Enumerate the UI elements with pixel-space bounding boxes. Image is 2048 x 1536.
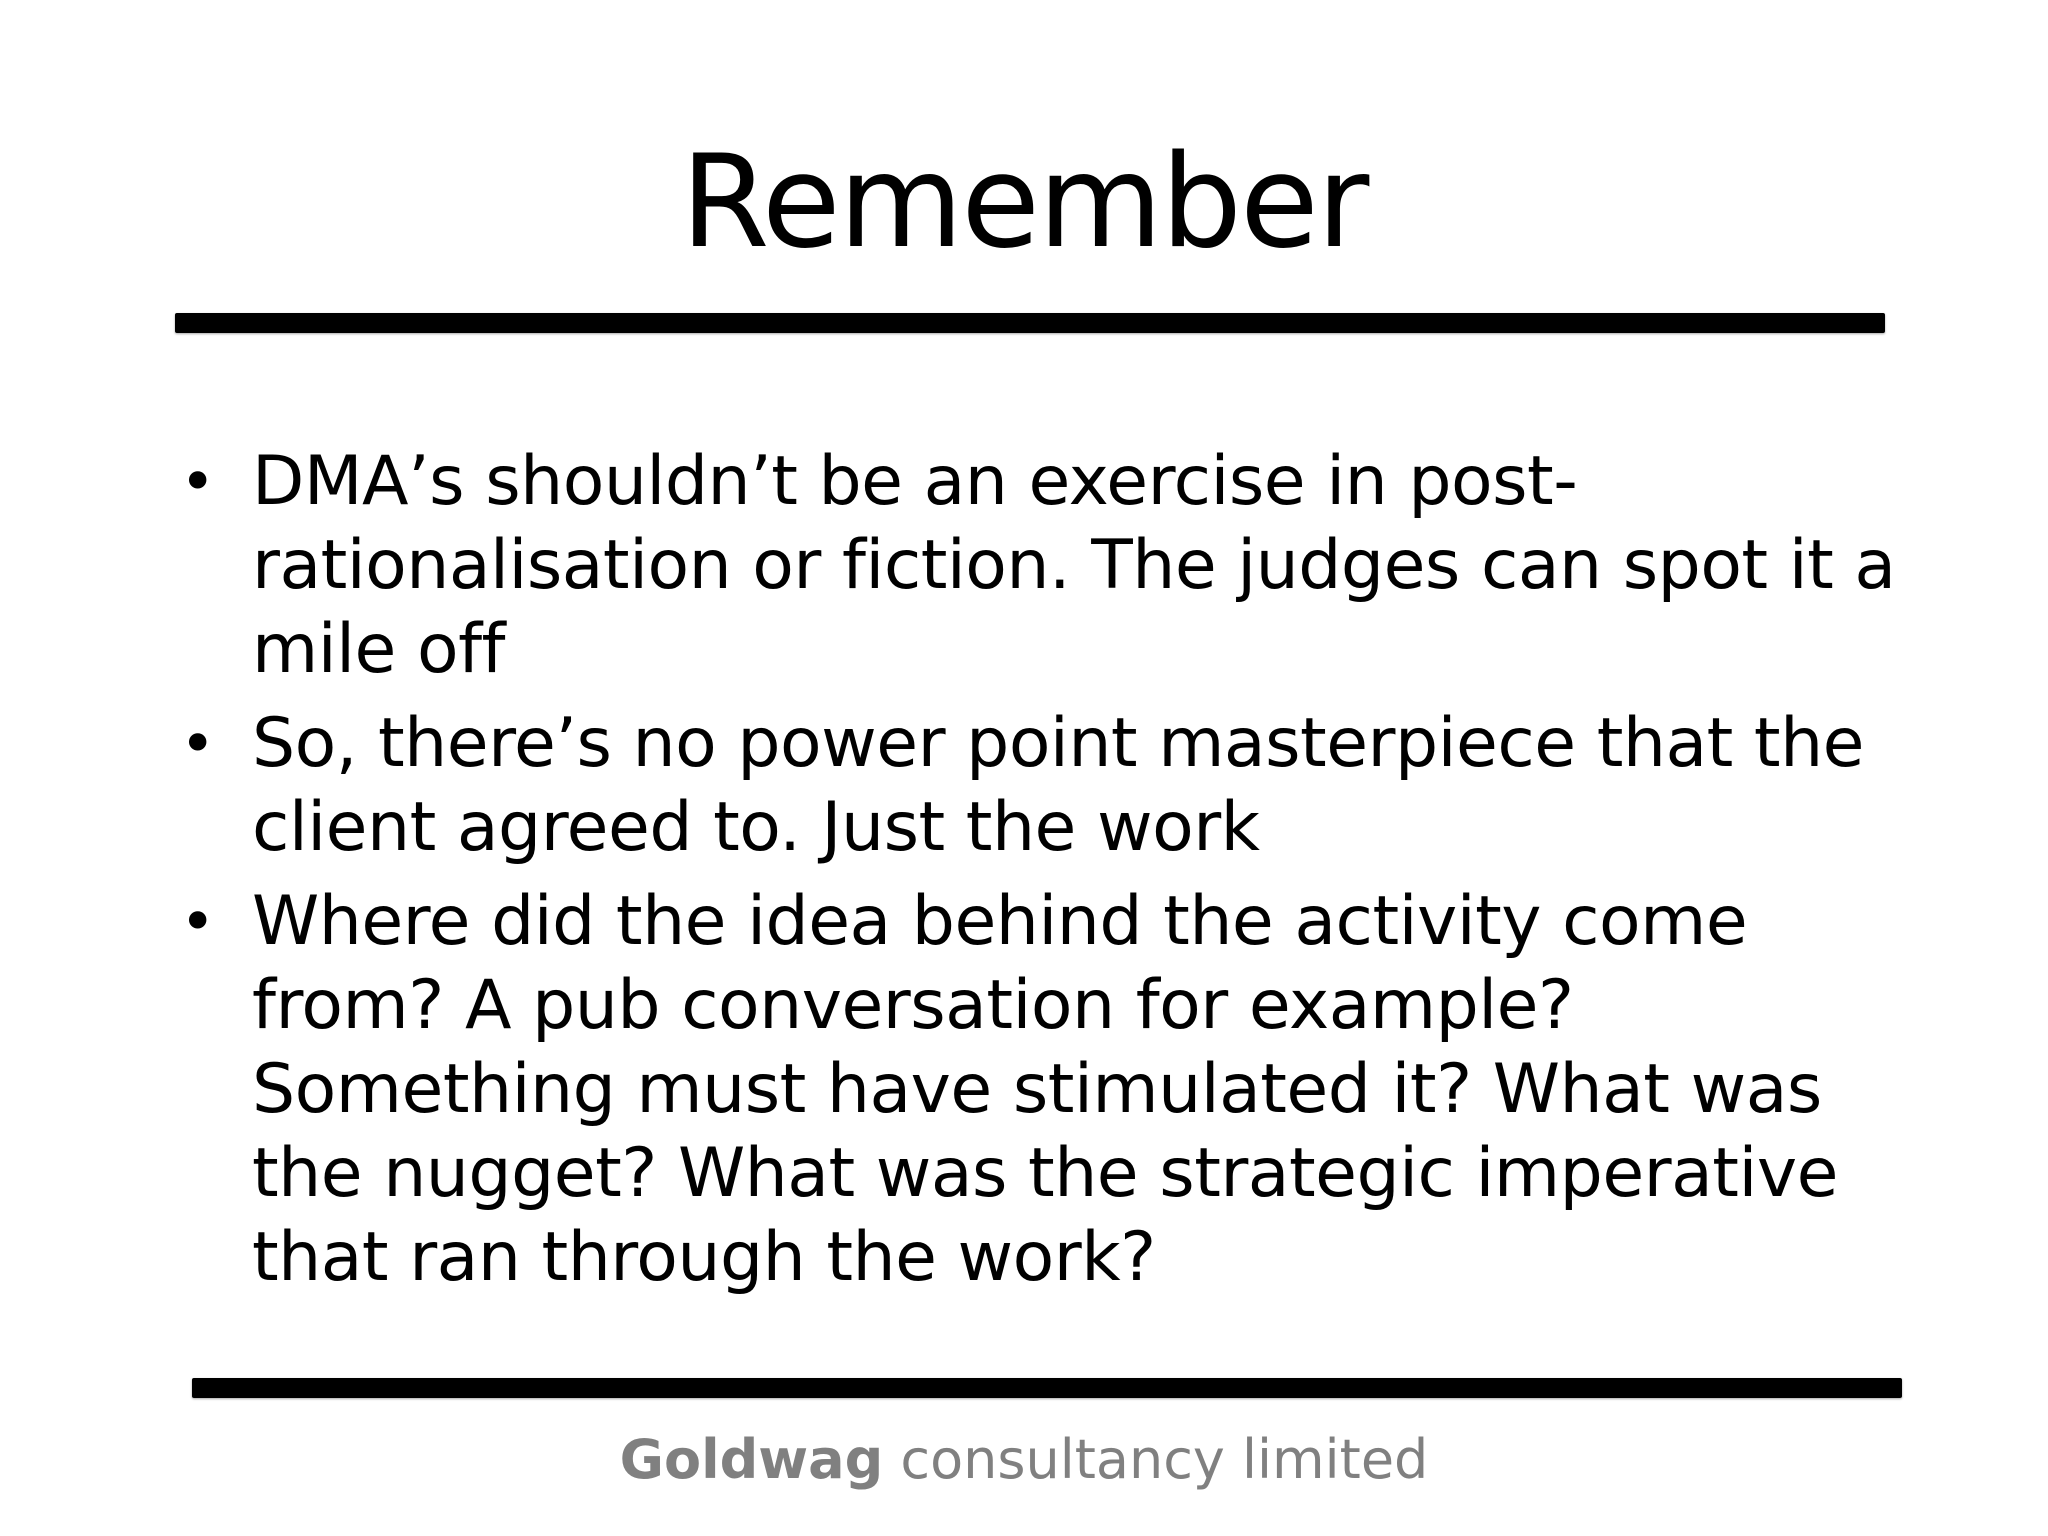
bullet-item xyxy=(0,440,1912,692)
footer-company-rest: consultancy limited xyxy=(900,1428,1429,1491)
footer-company-bold: Goldwag xyxy=(619,1428,884,1491)
footer-company-name xyxy=(0,1425,2048,1495)
bullet-list xyxy=(0,440,2048,1310)
top-divider xyxy=(175,313,1885,333)
bullet-icon: • xyxy=(180,447,215,517)
bullet-text: DMA’s shouldn’t be an exercise in post-rationalisation or fiction. The judges can spot it a mile off xyxy=(252,442,1896,689)
bullet-text: So, there’s no power point masterpiece that the client agreed to. Just the work xyxy=(252,704,1865,867)
bullet-text: Where did the idea behind the activity come from? A pub conversation for example? Something must have stimulated it? What was the nugget? What was the strategic imperative that ran through the work? xyxy=(252,882,1838,1297)
bullet-item xyxy=(0,702,1912,870)
bullet-icon: • xyxy=(180,887,215,957)
bullet-item xyxy=(0,880,1912,1300)
slide-title: Remember xyxy=(680,128,1368,277)
bottom-divider xyxy=(192,1378,1902,1398)
bullet-icon: • xyxy=(180,709,215,779)
